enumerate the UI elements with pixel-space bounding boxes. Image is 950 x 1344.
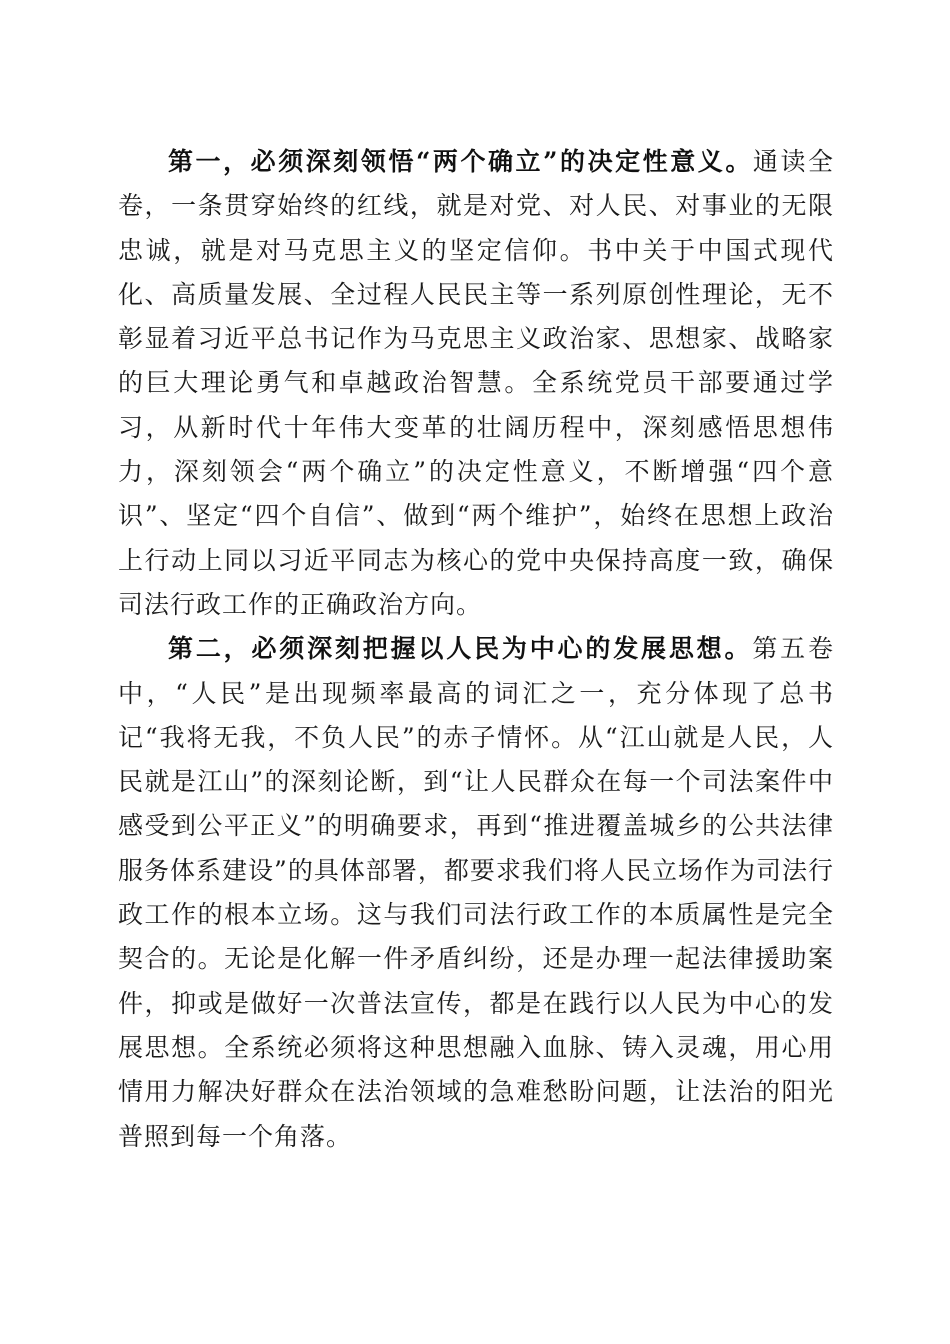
paragraph-first-body: 通读全卷，一条贯穿始终的红线，就是对党、对人民、对事业的无限忠诚，就是对马克思主义的坚定信仰。书中关于中国式现代化、高质量发展、全过程人民民主等一系列原创性理论，无不彰显着习近平总书记作为马克思主义政治家、思想家、战略家的巨大理论勇气和卓越政治智慧。全系统党员干部要通过学习，从新时代十年伟大变革的壮阔历程中，深刻感悟思想伟力，深刻领会“两个确立”的决定性意义，不断增强“四个意识”、坚定“四个自信”、做到“两个维护”，始终在思想上政治上行动上同以习近平同志为核心的党中央保持高度一致，确保司法行政工作的正确政治方向。 (118, 147, 834, 619)
paragraph-second (118, 627, 834, 1159)
paragraph-second-body: 第五卷中，“人民”是出现频率最高的词汇之一，充分体现了总书记“我将无我，不负人民”的赤子情怀。从“江山就是人民，人民就是江山”的深刻论断，到“让人民群众在每一个司法案件中感受到公平正义”的明确要求，再到“推进覆盖城乡的公共法律服务体系建设”的具体部署，都要求我们将人民立场作为司法行政工作的根本立场。这与我们司法行政工作的本质属性是完全契合的。无论是化解一件矛盾纠纷，还是办理一起法律援助案件，抑或是做好一次普法宣传，都是在践行以人民为中心的发展思想。全系统必须将这种思想融入血脉、铸入灵魂，用心用情用力解决好群众在法治领域的急难愁盼问题，让法治的阳光普照到每一个角落。 (118, 634, 834, 1151)
paragraph-first (118, 140, 834, 627)
paragraph-first-lead: 第一，必须深刻领悟“两个确立”的决定性意义。 (168, 147, 753, 176)
paragraph-second-lead: 第二，必须深刻把握以人民为中心的发展思想。 (168, 634, 753, 664)
document-body (118, 140, 834, 1159)
